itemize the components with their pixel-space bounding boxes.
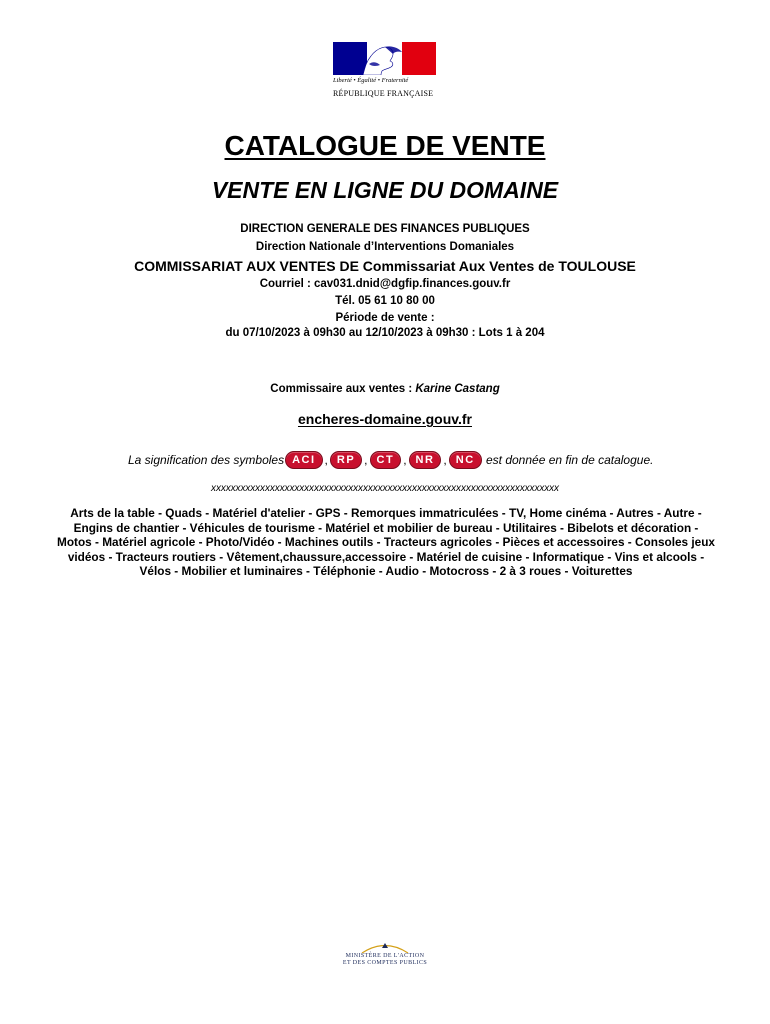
- categories-list: Arts de la table - Quads - Matériel d'atelier - GPS - Remorques immatriculées - TV, Home cinéma - Autres - Autre - Engins de chantier - Véhicules de tourisme - Matériel et mobilier de bureau - Utilitaires - Bibelots et décoration - Motos - Matériel agricole - Photo/Vidéo - Machines outils - Tracteurs agricoles - Pièces et accessoires - Consoles jeux vidéos - Tracteurs routiers - Vêtement,chaussure,accessoire - Matériel de cuisine - Informatique - Vins et alcools - Vélos - Mobilier et luminaires - Téléphonie - Audio - Motocross - 2 à 3 roues - Voiturettes: [57, 506, 715, 578]
- ministry-emblem-icon: [360, 940, 410, 954]
- commissaire-name: Karine Castang: [415, 383, 500, 395]
- symbols-prefix: La signification des symboles: [128, 453, 285, 467]
- marianne-flag-icon: [333, 42, 436, 75]
- website-link[interactable]: encheres-domaine.gouv.fr: [297, 411, 472, 427]
- sale-period-dates: du 07/10/2023 à 09h30 au 12/10/2023 à 09h30 : Lots 1 à 204: [225, 327, 545, 339]
- symbol-badge-rp: RP: [330, 451, 362, 469]
- ministry-logo: [333, 940, 437, 974]
- page-title: CATALOGUE DE VENTE: [224, 130, 546, 161]
- symbols-legend: La signification des symboles ACI , RP , CT , NR , NC est donnée en fin de catalogue.: [128, 453, 654, 467]
- commissaire-label: Commissaire aux ventes :: [270, 383, 416, 395]
- commissaire-line: [0, 383, 770, 395]
- page-subtitle: VENTE EN LIGNE DU DOMAINE: [211, 177, 559, 203]
- direction-generale: DIRECTION GENERALE DES FINANCES PUBLIQUES: [240, 223, 530, 235]
- ministry-line-2: ET DES COMPTES PUBLICS: [342, 960, 428, 966]
- separator-line: xxxxxxxxxxxxxxxxxxxxxxxxxxxxxxxxxxxxxxxxxxxxxxxxxxxxxxxxxxxxxxxxxxxxxxx: [211, 483, 559, 494]
- republic-motto: Liberté • Égalité • Fraternité: [333, 77, 409, 84]
- ministry-name: [333, 953, 437, 967]
- republique-francaise-logo: [333, 40, 437, 102]
- symbols-suffix: est donnée en fin de catalogue.: [482, 453, 654, 467]
- republic-name: RÉPUBLIQUE FRANÇAISE: [333, 89, 434, 98]
- symbol-badge-nc: NC: [449, 451, 482, 469]
- ministry-line-1: MINISTÈRE DE L'ACTION: [345, 953, 425, 959]
- direction-nationale: Direction Nationale d’Interventions Domaniales: [255, 241, 515, 253]
- contact-email: Courriel : cav031.dnid@dgfip.finances.gouv.fr: [259, 278, 511, 290]
- sale-period-label: Période de vente :: [335, 312, 435, 324]
- symbol-badge-nr: NR: [409, 451, 442, 469]
- symbol-badge-aci: ACI: [285, 451, 322, 469]
- commissariat-name: COMMISSARIAT AUX VENTES DE Commissariat Aux Ventes de TOULOUSE: [134, 258, 636, 274]
- contact-phone: Tél. 05 61 10 80 00: [335, 295, 435, 307]
- symbol-badge-ct: CT: [370, 451, 402, 469]
